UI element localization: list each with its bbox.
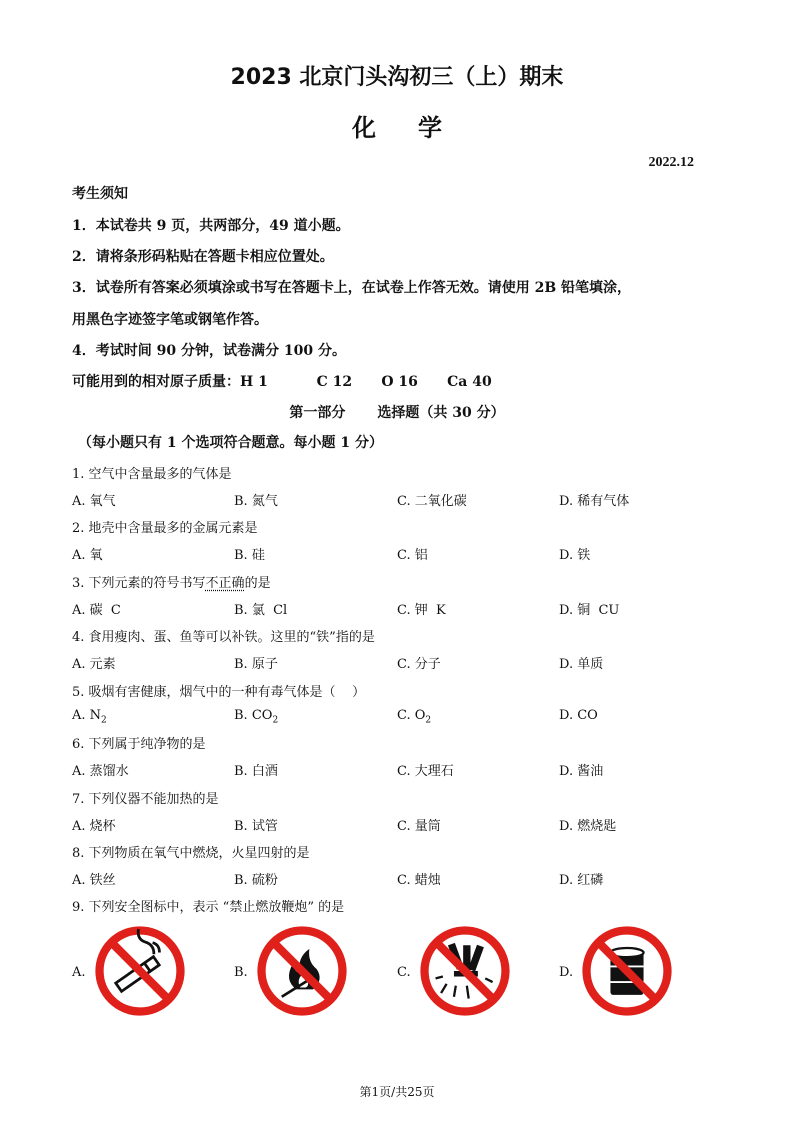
q6-option-c[interactable]: C. 大理石 [397, 764, 454, 779]
q2-option-b[interactable]: B. 硅 [234, 548, 265, 563]
no-smoking-icon [94, 925, 186, 1017]
q1-option-c[interactable]: C. 二氧化碳 [397, 494, 467, 509]
section-instruction: （每小题只有 1 个选项符合题意。每小题 1 分） [78, 435, 383, 451]
q9-option-b-letter: B. [234, 965, 248, 980]
question-9-options [72, 925, 752, 1020]
q4-option-a[interactable]: A. 元素 [72, 657, 116, 672]
q7-option-a[interactable]: A. 烧杯 [72, 819, 116, 834]
q2-option-c[interactable]: C. 铝 [397, 548, 428, 563]
q5-option-a-text: A. N [72, 708, 102, 723]
q3-option-a[interactable]: A. 碳 C [72, 603, 121, 618]
exam-title: 2023 北京门头沟初三（上）期末 [230, 65, 564, 90]
q9-option-b[interactable] [234, 925, 364, 1020]
q9-option-a[interactable] [72, 925, 202, 1020]
question-3-stem [72, 572, 271, 591]
question-6-options [72, 760, 752, 780]
subject-title: 化学 [352, 114, 484, 142]
q2-option-d[interactable]: D. 铁 [559, 548, 591, 563]
q5-option-c[interactable] [397, 708, 431, 726]
q5-option-b-sub: 2 [272, 715, 279, 726]
q5-option-c-text: C. O [397, 708, 426, 723]
question-8-stem: 8. 下列物质在氧气中燃烧，火星四射的是 [72, 846, 310, 861]
q5-option-d-text: D. CO [559, 708, 598, 723]
q8-option-d[interactable]: D. 红磷 [559, 873, 604, 888]
section-part: 第一部分 [289, 405, 346, 421]
q1-option-b[interactable]: B. 氮气 [234, 494, 278, 509]
question-9-stem: 9. 下列安全图标中，表示 “禁止燃放鞭炮” 的是 [72, 900, 345, 915]
atomic-masses: 可能用到的相对原子质量：H 1 C 12 O 16 Ca 40 [72, 374, 492, 390]
q6-option-b[interactable]: B. 白酒 [234, 764, 278, 779]
question-4-stem: 4. 食用瘦肉、蛋、鱼等可以补铁。这里的“铁”指的是 [72, 630, 375, 645]
q8-option-b[interactable]: B. 硫粉 [234, 873, 278, 888]
question-2-options [72, 544, 752, 564]
q3-stem-pre: 3. 下列元素的符号书写 [72, 576, 206, 591]
q7-option-b[interactable]: B. 试管 [234, 819, 278, 834]
notice-item-2: 2．请将条形码粘贴在答题卡相应位置处。 [72, 249, 334, 265]
no-flammable-storage-icon [581, 925, 673, 1017]
q9-option-d[interactable] [559, 925, 689, 1020]
notice-item-1: 1．本试卷共 9 页，共两部分，49 道小题。 [72, 218, 350, 234]
q9-option-a-letter: A. [72, 965, 86, 980]
question-4-options [72, 653, 752, 673]
q3-option-c[interactable]: C. 钾 K [397, 603, 446, 618]
q4-option-b[interactable]: B. 原子 [234, 657, 278, 672]
exam-date: 2022.12 [648, 155, 694, 170]
page-footer: 第1页/共25页 [359, 1085, 435, 1099]
q9-option-c[interactable] [397, 925, 527, 1020]
question-1-options [72, 490, 752, 510]
q3-option-b[interactable]: B. 氯 Cl [234, 603, 288, 618]
question-5-options [72, 708, 752, 728]
question-8-options [72, 869, 752, 889]
q7-option-c[interactable]: C. 量筒 [397, 819, 441, 834]
q5-option-a[interactable] [72, 708, 107, 726]
question-6-stem: 6. 下列属于纯净物的是 [72, 737, 206, 752]
notice-heading: 考生须知 [72, 186, 128, 202]
question-3-options [72, 599, 752, 619]
q5-option-d[interactable] [559, 708, 598, 723]
question-7-options [72, 815, 752, 835]
q1-option-d[interactable]: D. 稀有气体 [559, 494, 630, 509]
question-5-stem: 5. 吸烟有害健康，烟气中的一种有毒气体是（ ） [72, 685, 366, 700]
q3-stem-post: 的是 [244, 576, 271, 591]
q8-option-c[interactable]: C. 蜡烛 [397, 873, 441, 888]
q5-option-b-text: B. CO [234, 708, 273, 723]
notice-item-4: 4．考试时间 90 分钟，试卷满分 100 分。 [72, 343, 346, 359]
notice-item-3-cont: 用黑色字迹签字笔或钢笔作答。 [72, 312, 268, 328]
no-firecrackers-icon [419, 925, 511, 1017]
notice-item-3: 3．试卷所有答案必须填涂或书写在答题卡上，在试卷上作答无效。请使用 2B 铅笔填涂， [72, 280, 632, 296]
q5-option-c-sub: 2 [425, 715, 432, 726]
q5-option-b[interactable] [234, 708, 278, 726]
q4-option-c[interactable]: C. 分子 [397, 657, 441, 672]
q6-option-a[interactable]: A. 蒸馏水 [72, 764, 129, 779]
q9-option-c-letter: C. [397, 965, 411, 980]
section-name: 选择题（共 30 分） [377, 405, 505, 421]
q1-option-a[interactable]: A. 氧气 [72, 494, 116, 509]
question-7-stem: 7. 下列仪器不能加热的是 [72, 792, 219, 807]
question-2-stem: 2. 地壳中含量最多的金属元素是 [72, 521, 258, 536]
q5-option-a-sub: 2 [101, 715, 107, 726]
q8-option-a[interactable]: A. 铁丝 [72, 873, 116, 888]
q7-option-d[interactable]: D. 燃烧匙 [559, 819, 617, 834]
q6-option-d[interactable]: D. 酱油 [559, 764, 604, 779]
q4-option-d[interactable]: D. 单质 [559, 657, 604, 672]
q3-stem-emphasis: 不正确 [205, 576, 245, 591]
section-heading [0, 402, 794, 422]
q9-option-d-letter: D. [559, 965, 574, 980]
no-open-flame-icon [256, 925, 348, 1017]
q3-option-d[interactable]: D. 铜 CU [559, 603, 620, 618]
question-1-stem: 1. 空气中含量最多的气体是 [72, 467, 232, 482]
q2-option-a[interactable]: A. 氧 [72, 548, 103, 563]
